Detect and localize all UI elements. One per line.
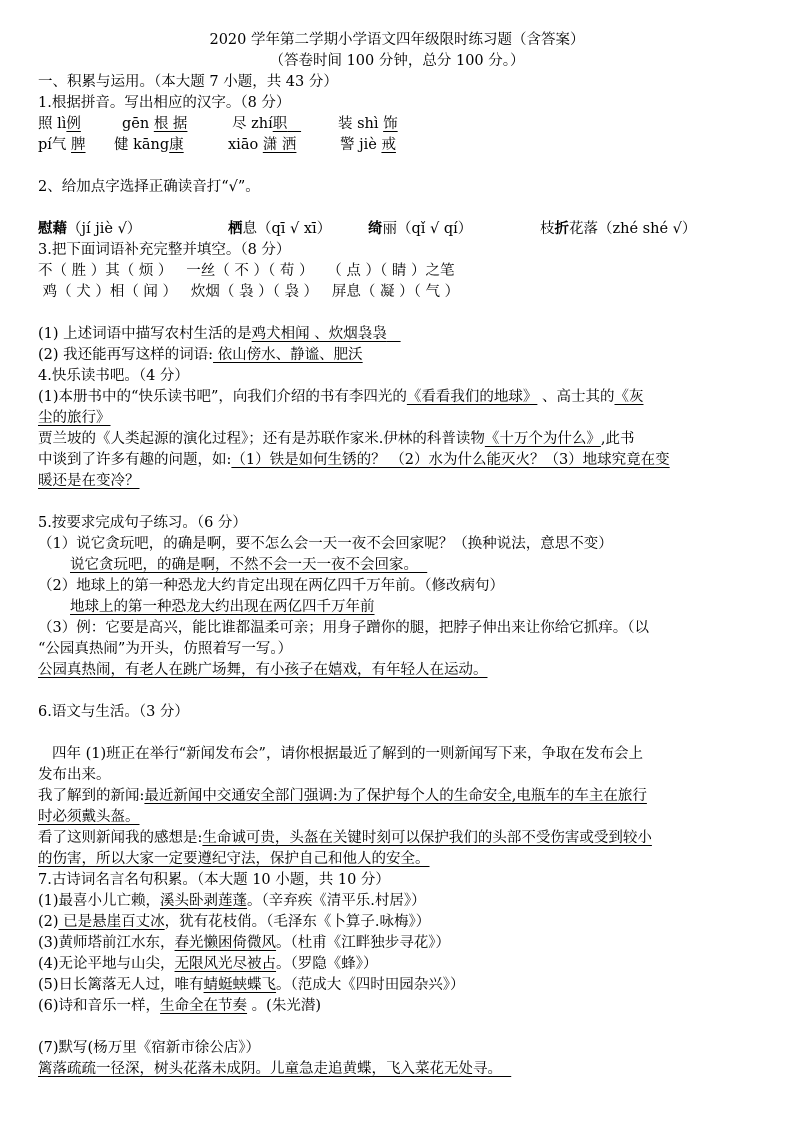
q2-item: 慰藉（jí jiè √） (38, 220, 142, 237)
q4-title: 4.快乐读书吧。（4 分） (38, 368, 189, 384)
q1-title: 1.根据拼音。写出相应的汉字。（8 分） (38, 95, 291, 111)
q1-item: 装 shì 饰 (338, 116, 398, 132)
q5-sentence: （2）地球上的第一种恐龙大约肯定出现在两亿四千万年前。（修改病句） (38, 578, 504, 594)
q7-title: 7.古诗词名言名句积累。（本大题 10 小题，共 10 分） (38, 872, 390, 888)
page-subtitle: （答卷时间 100 分钟，总分 100 分。） (269, 53, 525, 69)
q1-item: xiāo 潇 洒 (228, 137, 297, 153)
q7-line: (4)无论平地与山尖，无限风光尽被占。（罗隐《蜂》） (38, 956, 378, 972)
q4-line: 尘的旅行》 (38, 410, 111, 426)
page-title: 2020 学年第二学期小学语文四年级限时练习题（含答案） (209, 32, 585, 48)
q5-title: 5.按要求完成句子练习。（6 分） (38, 515, 247, 531)
q6-feeling: 看了这则新闻我的感想是:生命诚可贵，头盔在关键时刻可以保护我们的头部不受伤害或受到较小 (38, 830, 652, 846)
q2-item: 枝折花落（zhé shé √） (540, 220, 697, 237)
q7-line: (2) 已是悬崖百丈冰，犹有花枝俏。（毛泽东《卜算子.咏梅》） (38, 914, 431, 930)
q6-prompt: 四年 (1)班正在举行“新闻发布会”，请你根据最近了解到的一则新闻写下来，争取在发布会上 (52, 746, 643, 762)
q5-sentence: （1）说它贪玩吧，的确是啊，要不怎么会一天一夜不会回家呢？（换种说法，意思不变） (38, 536, 613, 552)
q7-line: (5)日长篱落无人过，唯有蜻蜓蛱蝶飞。（范成大《四时田园杂兴》） (38, 977, 465, 993)
q7-line: (6)诗和音乐一样，生命全在节奏 。(朱光潜) (38, 998, 321, 1014)
q5-answer: 说它贪玩吧，的确是啊，不然不会一天一夜不会回家。 (70, 557, 418, 573)
section-heading: 一、积累与运用。（本大题 7 小题，共 43 分） (38, 74, 338, 90)
q3-answer: (1) 上述词语中描写农村生活的是鸡犬相闻 、炊烟袅袅 (38, 326, 387, 342)
q1-item: pí气 脾 (38, 137, 86, 153)
q7-answer: 篱落疏疏一径深，树头花落未成阴。儿童急走追黄蝶，飞入菜花无处寻。 (38, 1061, 502, 1077)
q4-line: 贾兰坡的《人类起源的演化过程》；还有是苏联作家米.伊林的科普读物《十万个为什么》,此书 (38, 431, 635, 447)
q6-prompt: 发布出来。 (38, 767, 111, 783)
q6-news: 我了解到的新闻:最近新闻中交通安全部门强调:为了保护每个人的生命安全,电瓶车的车主在旅行 (38, 788, 647, 804)
q5-answer: 地球上的第一种恐龙大约出现在两亿四千万年前 (70, 599, 375, 615)
q6-news: 时必须戴头盔。 (38, 809, 140, 825)
q5-sentence: “公园真热闹”为开头，仿照着写一写。） (38, 641, 293, 657)
q3-row: 不（ 胜 ）其（ 烦 ） 一丝（ 不 ）（ 苟 ） （ 点 ）（ 睛 ）之笔 (38, 263, 455, 279)
q2-item: 绮丽（qǐ √ qí） (368, 220, 473, 237)
q4-line: 中谈到了许多有趣的问题，如:（1）铁是如何生锈的？ （2）水为什么能灭火？（3）地球究竟在变 (38, 452, 670, 468)
q4-line: (1)本册书中的“快乐读书吧”，向我们介绍的书有李四光的《看看我们的地球》 、高士其的《灰 (38, 389, 644, 405)
q3-answer: (2) 我还能再写这样的词语: 依山傍水、静谧、肥沃 (38, 347, 363, 363)
q2-item: 栖息（qī √ xī） (228, 220, 332, 237)
q1-item: gēn 根 据 (122, 116, 188, 132)
q6-title: 6.语文与生活。（3 分） (38, 704, 189, 720)
q5-answer: 公园真热闹，有老人在跳广场舞，有小孩子在嬉戏，有年轻人在运动。 (38, 662, 488, 678)
q1-item: 尽 zhí职 (232, 116, 288, 132)
q6-feeling: 的伤害，所以大家一定要遵纪守法，保护自己和他人的安全。 (38, 851, 430, 867)
q7-line: (1)最喜小儿亡赖，溪头卧剥莲蓬。（辛弃疾《清平乐.村居》） (38, 893, 426, 909)
q1-item: 健 kāng康 (114, 137, 184, 153)
q1-item: 照 lì例 (38, 116, 81, 132)
q2-title: 2、给加点字选择正确读音打“√”。 (38, 179, 260, 195)
q5-sentence: （3）例：它要是高兴，能比谁都温柔可亲；用身子蹭你的腿，把脖子伸出来让你给它抓痒。（以 (38, 620, 649, 636)
q1-item: 警 jiè 戒 (340, 137, 396, 153)
q3-title: 3.把下面词语补充完整并填空。（8 分） (38, 242, 291, 258)
q4-line: 暖还是在变冷？ (38, 473, 140, 489)
q7-line: (7)默写(杨万里《宿新市徐公店》） (38, 1040, 260, 1056)
q3-row: 鸡（ 犬 ）相（ 闻 ） 炊烟（ 袅 ）（ 袅 ） 屏息（ 凝 ）（ 气 ） (38, 284, 460, 300)
q7-line: (3)黄师塔前江水东，春光懒困倚微风。（杜甫《江畔独步寻花》） (38, 935, 451, 951)
